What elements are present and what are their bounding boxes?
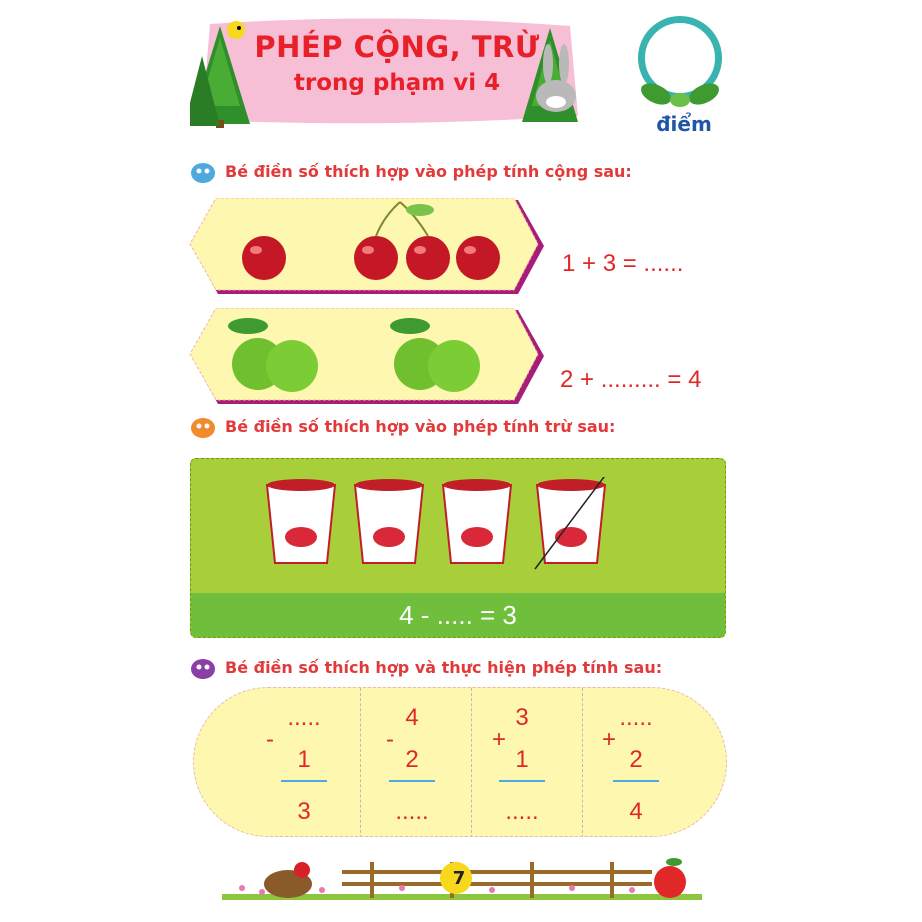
problem-3-result[interactable]: .....: [505, 798, 539, 825]
page-subtitle: trong phạm vi 4: [293, 70, 501, 96]
fence-icon: [342, 862, 652, 898]
addition-equation-1: 1 + 3 = ......: [562, 250, 684, 277]
problem-2-bottom: 2: [405, 746, 419, 773]
problem-1-top[interactable]: .....: [287, 704, 321, 731]
problem-3-line: [499, 780, 545, 782]
problem-1-line: [281, 780, 327, 782]
problem-4-bottom: 2: [629, 746, 643, 773]
red-apple-icon: [654, 858, 686, 898]
apples-panel: [188, 308, 548, 406]
hedgehog-icon: [264, 862, 312, 898]
instruction-addition: Bé điền số thích hợp vào phép tính cộng sau:: [225, 162, 632, 181]
score-label: điểm: [656, 112, 712, 136]
instruction-subtraction: Bé điền số thích hợp vào phép tính trừ sau:: [225, 417, 616, 436]
vertical-calculation-panel: [193, 687, 727, 837]
problem-1-operator: -: [266, 726, 274, 753]
subtraction-equation: 4 - ..... = 3: [399, 600, 517, 630]
problem-4-line: [613, 780, 659, 782]
yogurt-cups: [261, 477, 621, 573]
yogurt-cup-crossed-icon: [535, 477, 607, 569]
page-title: PHÉP CỘNG, TRỪ: [254, 30, 540, 64]
yogurt-cup-icon: [267, 479, 335, 563]
leaf-icon: [406, 204, 434, 216]
problem-2-result[interactable]: .....: [395, 798, 429, 825]
problem-4-operator: +: [602, 726, 617, 753]
problem-2-line: [389, 780, 435, 782]
cherry-icon: [242, 236, 286, 280]
blue-mascot-icon: [190, 160, 216, 184]
addition-equation-2: 2 + ......... = 4: [560, 366, 702, 393]
column-divider: [471, 688, 472, 837]
yogurt-cup-icon: [443, 479, 511, 563]
page-number: 7: [452, 868, 466, 889]
problem-1-result: 3: [297, 798, 311, 825]
column-divider: [582, 688, 583, 837]
yogurt-panel: [190, 458, 726, 638]
column-divider: [360, 688, 361, 837]
cherry-icon: [456, 236, 500, 280]
instruction-calculation: Bé điền số thích hợp và thực hiện phép tính sau:: [225, 658, 663, 677]
problem-2-operator: -: [386, 726, 394, 753]
problem-1-bottom: 1: [297, 746, 311, 773]
problem-4-result: 4: [629, 798, 643, 825]
problem-3-top: 3: [515, 704, 529, 731]
problem-3-bottom: 1: [515, 746, 529, 773]
purple-mascot-icon: [190, 656, 216, 680]
problem-2-top: 4: [405, 704, 419, 731]
cherries-panel: [188, 198, 548, 296]
problem-3-operator: +: [492, 726, 507, 753]
yogurt-cup-icon: [355, 479, 423, 563]
orange-mascot-icon: [190, 415, 216, 439]
problem-4-top[interactable]: .....: [619, 704, 653, 731]
